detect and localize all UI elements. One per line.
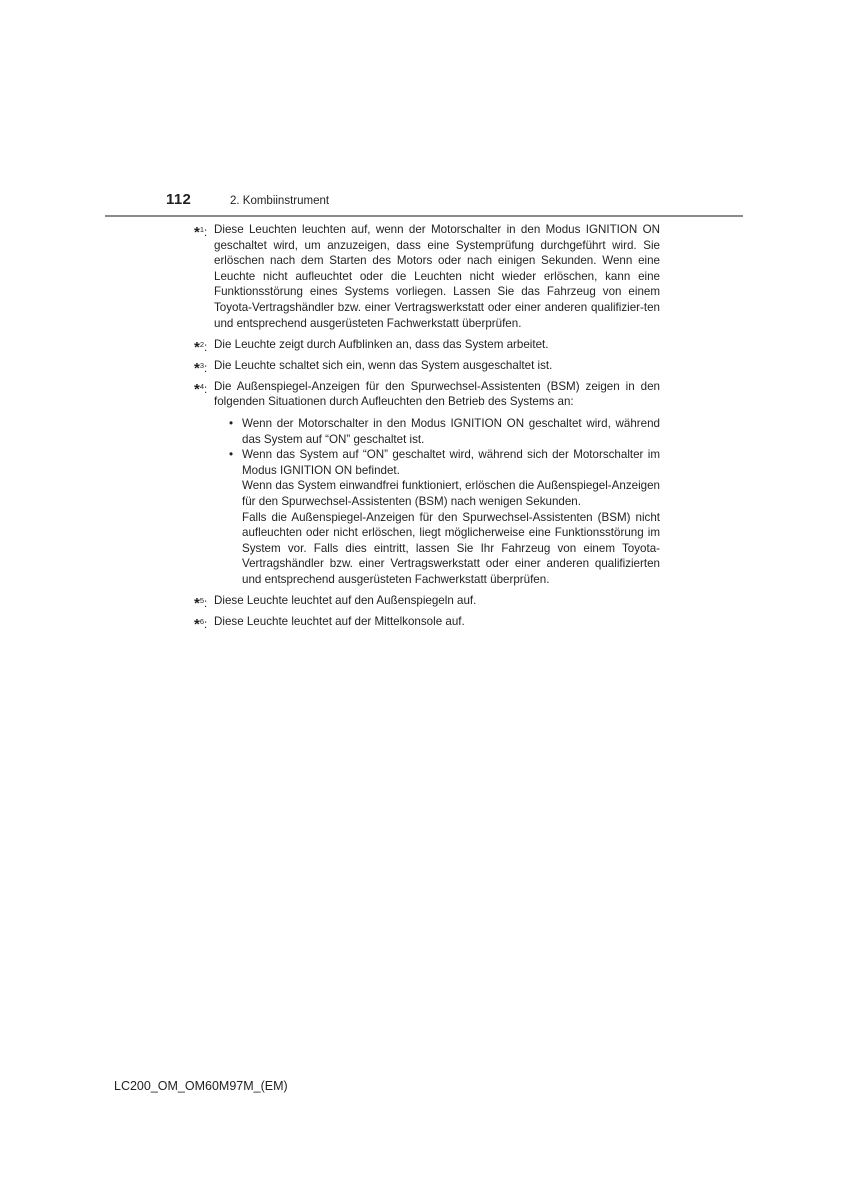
footnote-text: Die Leuchte zeigt durch Aufblinken an, dass das System arbeitet.: [214, 337, 549, 351]
footnote-text: Diese Leuchte leuchtet auf den Außenspiegeln auf.: [214, 594, 477, 608]
footnote-marker: *$^4$:: [194, 380, 208, 398]
bullet-list: [214, 416, 660, 588]
bullet-icon: •: [229, 448, 234, 462]
footnote-1: [194, 222, 660, 331]
footnote-text: Diese Leuchte leuchtet auf der Mittelkonsole auf.: [214, 615, 465, 629]
document-code: LC200_OM_OM60M97M_(EM): [114, 1079, 288, 1093]
footnote-marker: *$^1$:: [194, 224, 208, 241]
bullet-icon: •: [229, 417, 234, 431]
footnote-6: [194, 614, 660, 634]
list-item: [214, 447, 660, 587]
footnote-marker: *$^5$:: [194, 595, 208, 613]
asterisk-icon: *: [194, 338, 200, 356]
asterisk-icon: *: [194, 224, 200, 241]
list-item-text: Wenn das System auf “ON” geschaltet wird, während sich der Motorschalter im Modus IGNITION ON befindet.: [242, 448, 660, 477]
page-number: 112: [166, 191, 192, 208]
asterisk-icon: *: [194, 616, 200, 634]
asterisk-icon: *: [194, 380, 200, 398]
footnote-text: Die Außenspiegel-Anzeigen für den Spurwechsel-Assistenten (BSM) zeigen in den folgenden Situationen durch Aufleuchten den Betrieb des Systems an:: [214, 379, 660, 409]
header-divider: [105, 215, 743, 217]
list-item-paragraph: Falls die Außenspiegel-Anzeigen für den Spurwechsel-Assistenten (BSM) nicht aufleuchten oder nicht erlöschen, liegt möglicherweise eine Funktionsstörung im System vor. Falls dies eintritt, lassen Sie Ihr Fahrzeug von einem Toyota-Vertragshändler bzw. einer Vertragswerkstatt oder einer anderen qualifizierten und entsprechend ausgerüsteten Fachwerkstatt überprüfen.: [242, 510, 660, 586]
list-item-text: Wenn der Motorschalter in den Modus IGNITION ON geschaltet wird, während das System auf “ON” geschaltet ist.: [242, 417, 660, 446]
footnote-number: 6: [199, 617, 205, 627]
section-title: 2. Kombiinstrument: [230, 195, 330, 207]
footnote-number: 4: [199, 381, 205, 391]
footnote-2: [194, 337, 660, 356]
footnote-marker: *$^6$:: [194, 616, 208, 634]
footnote-number: 3: [199, 360, 205, 370]
footnote-4: [194, 379, 660, 588]
list-item-paragraph: Wenn das System einwandfrei funktioniert, erlöschen die Außenspiegel-Anzeigen für den Spurwechsel-Assistenten (BSM) nach wenigen Sekunden.: [242, 479, 660, 508]
asterisk-icon: *: [194, 595, 200, 613]
footnotes-list: [194, 222, 660, 635]
list-item: [214, 416, 660, 447]
footnote-text: Diese Leuchten leuchten auf, wenn der Motorschalter in den Modus IGNITION ON geschaltet wird, um anzuzeigen, dass eine Systemprüfung durchgeführt wird. Sie erlöschen nach dem Starten des Motors oder nach einigen Sekunden. Wenn eine Leuchte nicht aufleuchtet oder die Leuchten nicht wieder erlöschen, kann eine Funktionsstörung eines Systems vorliegen. Lassen Sie das Fahrzeug von einem Toyota-Vertragshändler bzw. einer Vertragswerkstatt oder einer anderen qualifizier-ten und entsprechend ausgerüsteten Fachwerkstatt überprüfen.: [214, 223, 660, 330]
footnote-3: [194, 358, 660, 377]
footnote-marker: *$^2$:: [194, 338, 208, 356]
footnote-5: [194, 593, 660, 613]
footnote-marker: *$^3$:: [194, 359, 208, 377]
asterisk-icon: *: [194, 359, 200, 377]
footnote-number: 5: [199, 596, 205, 606]
footnote-text: Die Leuchte schaltet sich ein, wenn das System ausgeschaltet ist.: [214, 358, 553, 372]
footnote-number: 2: [199, 339, 205, 349]
footnote-number: 1: [199, 225, 205, 234]
